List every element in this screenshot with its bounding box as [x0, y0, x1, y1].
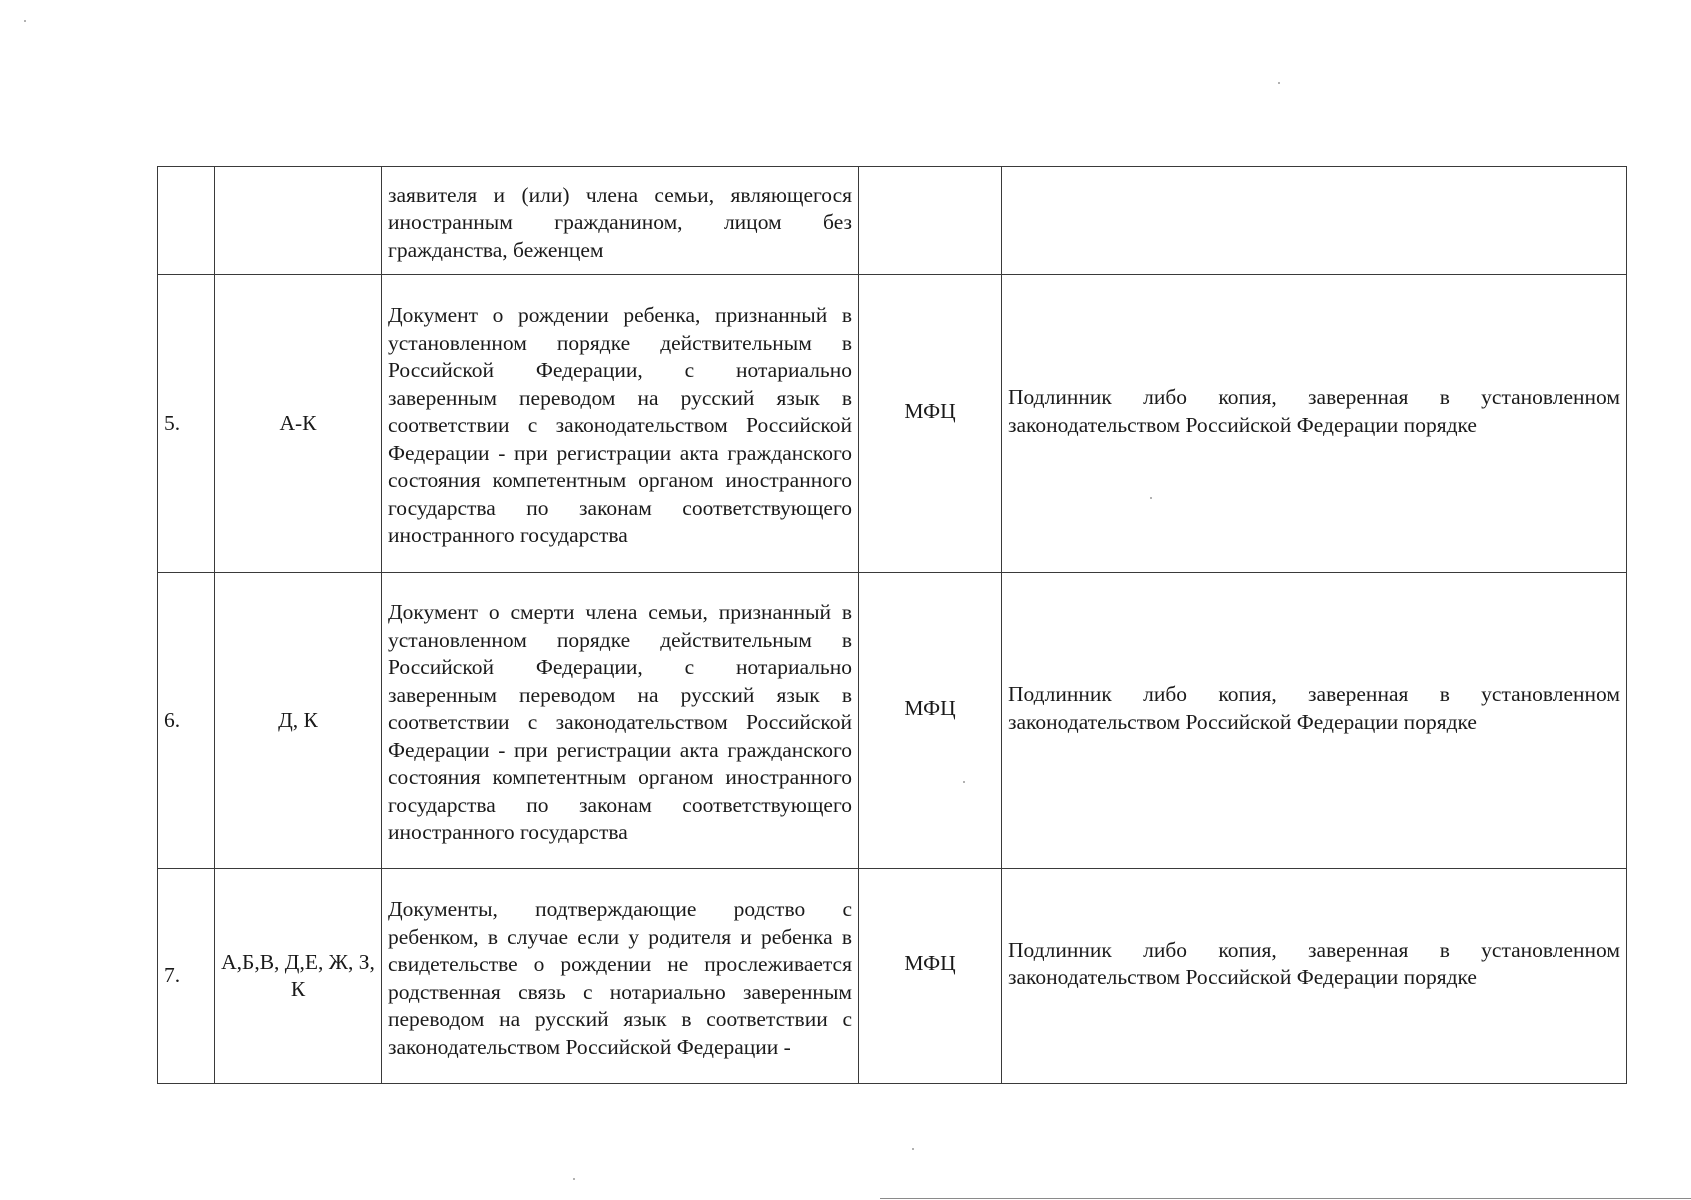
source-text: МФЦ [904, 951, 956, 976]
document-form-cell [1002, 275, 1627, 573]
table-row [158, 573, 1627, 869]
categories-cell [215, 275, 382, 573]
source-cell [859, 167, 1002, 275]
source-cell [859, 275, 1002, 573]
row-number: 6. [164, 707, 181, 732]
row-number: 5. [164, 410, 181, 435]
document-form-cell [1002, 869, 1627, 1084]
documents-table [157, 166, 1627, 1084]
document-name-cell: Документы, подтверждающие родство с ребенком, в случае если у родителя и ребенка в свидетельстве о рождении не прослеживается родственная связь с нотариально заверенным переводом на русский язык в соответствии с законодательством Российской Федерации - [382, 869, 859, 1084]
source-cell [859, 869, 1002, 1084]
row-number-cell [158, 167, 215, 275]
categories-cell [215, 167, 382, 275]
document-form-cell [1002, 573, 1627, 869]
document-form-text: Подлинник либо копия, заверенная в установленном законодательством Российской Федерации порядке [1008, 385, 1620, 437]
row-number: 7. [164, 963, 181, 988]
categories-text: Д, К [278, 707, 318, 732]
document-form-cell [1002, 167, 1627, 275]
row-number-cell [158, 573, 215, 869]
scan-edge-line [880, 1198, 1691, 1199]
document-form-text: Подлинник либо копия, заверенная в установленном законодательством Российской Федерации порядке [1008, 682, 1620, 734]
row-number-cell [158, 275, 215, 573]
table-row [158, 869, 1627, 1084]
source-cell [859, 573, 1002, 869]
categories-cell [215, 573, 382, 869]
source-text: МФЦ [904, 695, 956, 720]
document-name-cell: Документ о смерти члена семьи, признанный в установленном порядке действительным в Российской Федерации, с нотариально заверенным переводом на русский язык в соответствии с законодательством Российской Федерации - при регистрации акта гражданского состояния компетентным органом иностранного государства по законам соответствующего иностранного государства [382, 573, 859, 869]
table-row [158, 275, 1627, 573]
categories-text: А,Б,В, Д,Е, Ж, З, К [221, 949, 375, 1001]
document-name-cell: заявителя и (или) члена семьи, являющегося иностранным гражданином, лицом без гражданства, беженцем [382, 167, 859, 275]
categories-text: А-К [279, 410, 317, 435]
categories-cell [215, 869, 382, 1084]
table-row [158, 167, 1627, 275]
document-name-cell: Документ о рождении ребенка, признанный в установленном порядке действительным в Российской Федерации, с нотариально заверенным переводом на русский язык в соответствии с законодательством Российской Федерации - при регистрации акта гражданского состояния компетентным органом иностранного государства по законам соответствующего иностранного государства [382, 275, 859, 573]
row-number-cell [158, 869, 215, 1084]
document-form-text: Подлинник либо копия, заверенная в установленном законодательством Российской Федерации порядке [1008, 937, 1620, 989]
source-text: МФЦ [904, 398, 956, 423]
